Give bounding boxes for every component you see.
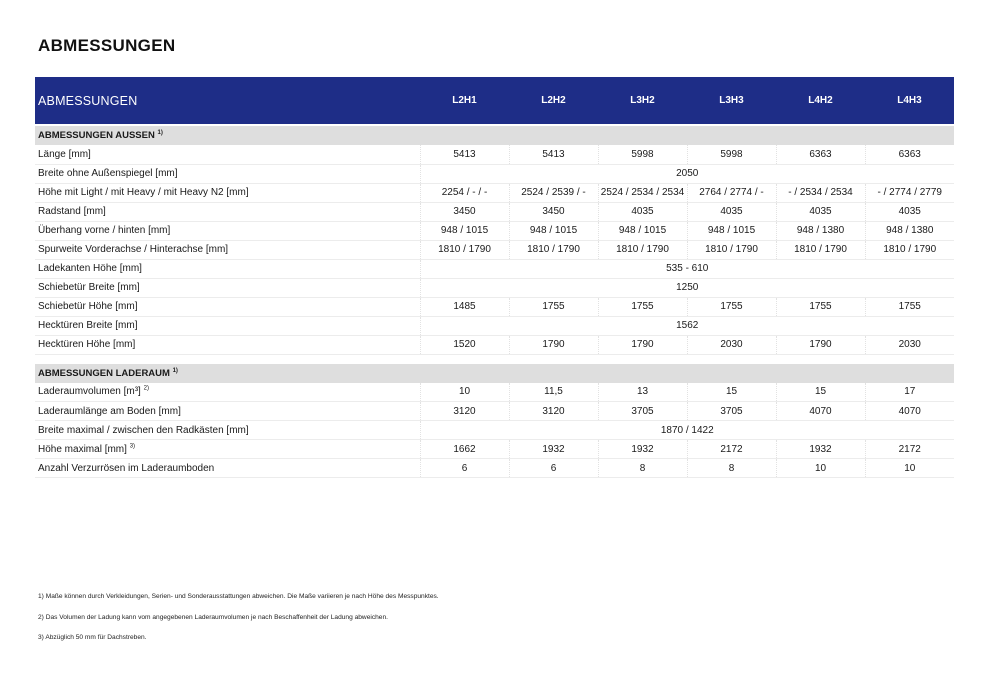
row-label-cell (35, 316, 420, 335)
row-label: Ladekanten Höhe [mm] (38, 263, 142, 274)
footnote: 3) Abzüglich 50 mm für Dachstreben. (38, 634, 147, 641)
row-label-cell (35, 202, 420, 221)
table-row (35, 383, 954, 402)
table-row (35, 421, 954, 440)
value-cell: 948 / 1015 (509, 221, 598, 240)
value-cell: 11,5 (509, 383, 598, 402)
value-cell: 5413 (420, 145, 509, 164)
table-body (35, 124, 954, 478)
dimensions-table (35, 77, 954, 478)
value-cell: 17 (865, 383, 954, 402)
value-cell: 4035 (598, 202, 687, 221)
value-cell: 948 / 1380 (865, 221, 954, 240)
value-cell: 2030 (687, 335, 776, 354)
table-header-row (35, 77, 954, 124)
row-label-cell (35, 402, 420, 421)
value-cell: 1755 (776, 297, 865, 316)
merged-value-cell: 1870 / 1422 (420, 421, 954, 440)
column-header: L2H1 (452, 95, 477, 106)
value-cell: 948 / 1380 (776, 221, 865, 240)
column-header: L4H2 (808, 95, 833, 106)
section-title: ABMESSUNGEN LADERAUM (38, 367, 170, 379)
value-cell: 1932 (598, 440, 687, 459)
row-label-cell (35, 335, 420, 354)
value-cell: 1485 (420, 297, 509, 316)
value-cell: 2524 / 2539 / - (509, 183, 598, 202)
value-cell: 1810 / 1790 (776, 240, 865, 259)
value-cell: 1755 (865, 297, 954, 316)
row-label-cell (35, 383, 420, 402)
row-label-cell (35, 164, 420, 183)
value-cell: 1790 (776, 335, 865, 354)
row-label: Schiebetür Breite [mm] (38, 282, 140, 293)
value-cell: 1932 (776, 440, 865, 459)
value-cell: 948 / 1015 (598, 221, 687, 240)
value-cell: 2172 (687, 440, 776, 459)
footnotes (38, 593, 439, 655)
section-header (35, 126, 954, 145)
section-title-cell (35, 364, 954, 383)
value-cell: 4035 (776, 202, 865, 221)
table-row (35, 164, 954, 183)
value-cell: 2172 (865, 440, 954, 459)
value-cell: 10 (776, 459, 865, 478)
row-label: Laderaumlänge am Boden [mm] (38, 405, 181, 417)
value-cell: 15 (776, 383, 865, 402)
row-label-cell (35, 183, 420, 202)
row-label: Breite maximal / zwischen den Radkästen [mm] (38, 424, 249, 436)
table-row (35, 202, 954, 221)
row-label-cell (35, 440, 420, 459)
value-cell: 3705 (598, 402, 687, 421)
table-row (35, 335, 954, 354)
table-row (35, 145, 954, 164)
value-cell: 1755 (598, 297, 687, 316)
section-header (35, 364, 954, 383)
value-cell: 4035 (687, 202, 776, 221)
value-cell: - / 2774 / 2779 (865, 183, 954, 202)
row-label: Hecktüren Höhe [mm] (38, 339, 136, 350)
value-cell: 2254 / - / - (420, 183, 509, 202)
value-cell: 948 / 1015 (420, 221, 509, 240)
value-cell: 4070 (865, 402, 954, 421)
value-cell: 10 (865, 459, 954, 478)
value-cell: 1810 / 1790 (687, 240, 776, 259)
table-row (35, 316, 954, 335)
value-cell: 1755 (509, 297, 598, 316)
value-cell: 15 (687, 383, 776, 402)
row-label-cell (35, 459, 420, 478)
row-label: Spurweite Vorderachse / Hinterachse [mm] (38, 244, 229, 255)
row-label-cell (35, 240, 420, 259)
merged-value-cell: 535 - 610 (420, 259, 954, 278)
value-cell: 3705 (687, 402, 776, 421)
row-label-cell (35, 145, 420, 164)
value-cell: 6363 (776, 145, 865, 164)
table-row (35, 278, 954, 297)
row-label: Breite ohne Außenspiegel [mm] (38, 168, 178, 179)
footnote: 1) Maße können durch Verkleidungen, Serien- und Sonderausstattungen abweichen. Die Maße variieren je nach Höhe des Messpunktes. (38, 593, 439, 600)
value-cell: 3450 (509, 202, 598, 221)
table-row (35, 183, 954, 202)
row-label: Anzahl Verzurrösen im Laderaumboden (38, 462, 215, 474)
value-cell: 1810 / 1790 (509, 240, 598, 259)
value-cell: 6 (509, 459, 598, 478)
value-cell: - / 2534 / 2534 (776, 183, 865, 202)
page-title: ABMESSUNGEN (38, 36, 176, 55)
table-header-label: ABMESSUNGEN (38, 93, 138, 108)
value-cell: 6 (420, 459, 509, 478)
table-row (35, 459, 954, 478)
row-label: Laderaumvolumen [m³] (38, 386, 141, 398)
value-cell: 948 / 1015 (687, 221, 776, 240)
footnote-marker: 1) (172, 367, 178, 374)
value-cell: 10 (420, 383, 509, 402)
footnote-marker: 2) (143, 385, 149, 392)
section-title-cell (35, 126, 954, 145)
row-label: Überhang vorne / hinten [mm] (38, 225, 171, 236)
table-row (35, 240, 954, 259)
row-label: Radstand [mm] (38, 206, 106, 217)
value-cell: 1932 (509, 440, 598, 459)
value-cell: 13 (598, 383, 687, 402)
value-cell: 1520 (420, 335, 509, 354)
column-header: L2H2 (541, 95, 566, 106)
column-header: L4H3 (897, 95, 922, 106)
section-title: ABMESSUNGEN AUSSEN (38, 130, 155, 141)
value-cell: 1755 (687, 297, 776, 316)
table-row (35, 402, 954, 421)
merged-value-cell: 2050 (420, 164, 954, 183)
value-cell: 1790 (598, 335, 687, 354)
table-row (35, 259, 954, 278)
value-cell: 2764 / 2774 / - (687, 183, 776, 202)
value-cell: 5998 (687, 145, 776, 164)
value-cell: 4035 (865, 202, 954, 221)
footnote-marker: 3) (129, 443, 136, 450)
row-label-cell (35, 221, 420, 240)
row-label: Schiebetür Höhe [mm] (38, 301, 138, 312)
table-row (35, 440, 954, 459)
value-cell: 4070 (776, 402, 865, 421)
column-header: L3H2 (630, 95, 655, 106)
value-cell: 8 (598, 459, 687, 478)
footnote: 2) Das Volumen der Ladung kann vom angegebenen Laderaumvolumen je nach Beschaffenheit der Ladung abweichen. (38, 613, 388, 621)
table-row (35, 297, 954, 316)
value-cell: 8 (687, 459, 776, 478)
row-label: Höhe mit Light / mit Heavy / mit Heavy N2 [mm] (38, 187, 249, 198)
value-cell: 1662 (420, 440, 509, 459)
merged-value-cell: 1562 (420, 316, 954, 335)
value-cell: 5413 (509, 145, 598, 164)
footnote-marker: 1) (157, 129, 163, 136)
value-cell: 3120 (420, 402, 509, 421)
row-label: Länge [mm] (38, 148, 91, 160)
value-cell: 3450 (420, 202, 509, 221)
column-header: L3H3 (719, 95, 744, 106)
value-cell: 1810 / 1790 (420, 240, 509, 259)
row-label: Höhe maximal [mm] (38, 443, 127, 455)
row-label-cell (35, 421, 420, 440)
row-label: Hecktüren Breite [mm] (38, 320, 138, 331)
row-label-cell (35, 297, 420, 316)
merged-value-cell: 1250 (420, 278, 954, 297)
value-cell: 5998 (598, 145, 687, 164)
value-cell: 1790 (509, 335, 598, 354)
row-label-cell (35, 259, 420, 278)
value-cell: 1810 / 1790 (598, 240, 687, 259)
value-cell: 2030 (865, 335, 954, 354)
value-cell: 6363 (865, 145, 954, 164)
row-label-cell (35, 278, 420, 297)
table-row (35, 221, 954, 240)
value-cell: 1810 / 1790 (865, 240, 954, 259)
value-cell: 2524 / 2534 / 2534 (598, 183, 687, 202)
value-cell: 3120 (509, 402, 598, 421)
